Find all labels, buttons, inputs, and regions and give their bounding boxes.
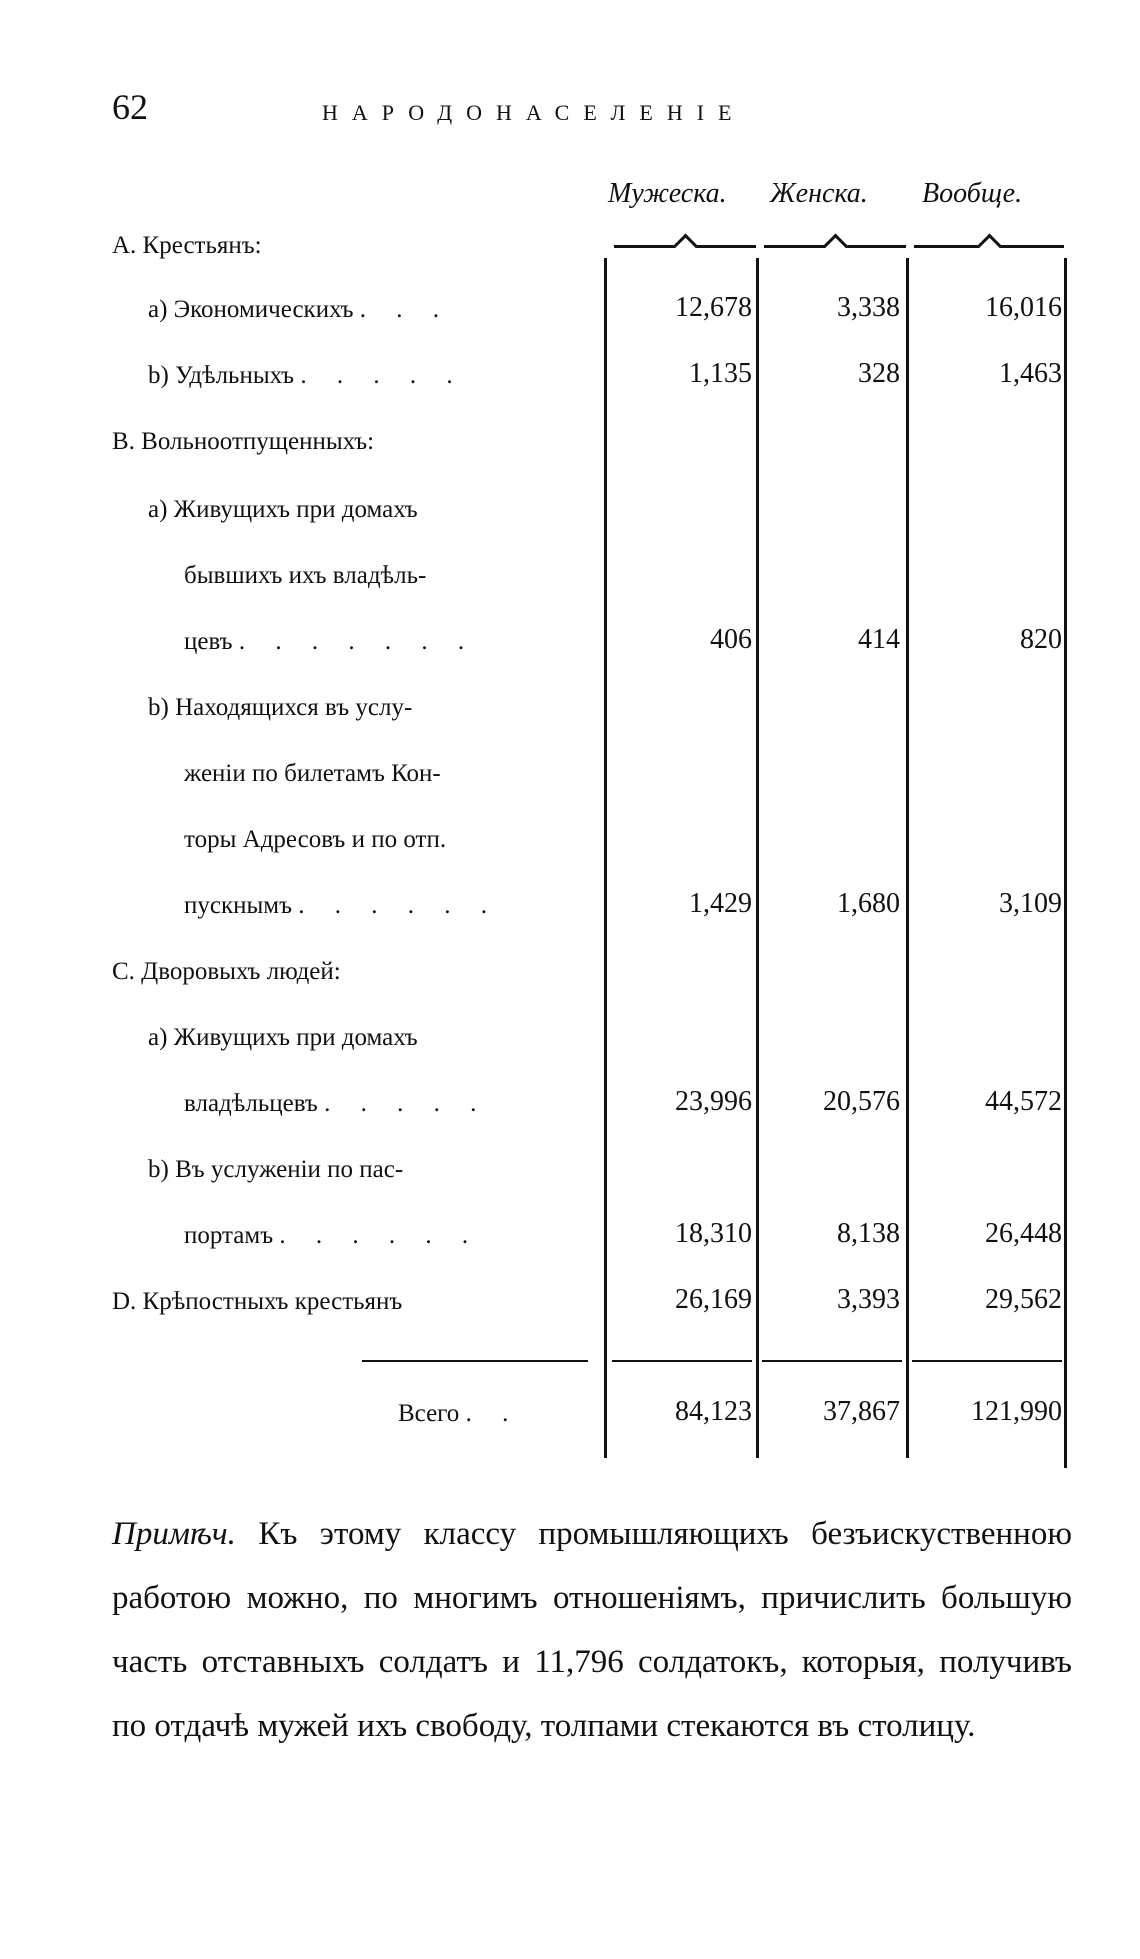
cell-value: 3,109 bbox=[999, 888, 1062, 919]
cell-value: 820 bbox=[1020, 624, 1062, 655]
cell-value: 3,393 bbox=[837, 1284, 900, 1315]
cell-value: 20,576 bbox=[823, 1086, 900, 1117]
column-rule bbox=[906, 258, 909, 1458]
row-label: b) Удѣльныхъ . . . . . bbox=[148, 362, 465, 389]
cell-value: 44,572 bbox=[985, 1086, 1062, 1117]
column-header-male: Мужеска. bbox=[608, 178, 727, 209]
section-a-label: А. Крестьянъ: bbox=[112, 232, 262, 259]
section-b-label: В. Вольноотпущенныхъ: bbox=[112, 428, 375, 455]
cell-value: 414 bbox=[858, 624, 900, 655]
cell-value: 18,310 bbox=[675, 1218, 752, 1249]
row-label: цевъ . . . . . . . bbox=[184, 628, 477, 655]
page-number: 62 bbox=[112, 87, 148, 127]
total-rule bbox=[762, 1360, 902, 1362]
cell-value: 12,678 bbox=[675, 292, 752, 323]
row-label: а) Живущихъ при домахъ bbox=[148, 1024, 418, 1051]
running-title: НАРОДОНАСЕЛЕНІЕ bbox=[322, 100, 746, 125]
cell-value: 1,429 bbox=[689, 888, 752, 919]
row-label: портамъ . . . . . . bbox=[184, 1222, 481, 1249]
total-value-female: 37,867 bbox=[823, 1396, 900, 1427]
cell-value: 8,138 bbox=[837, 1218, 900, 1249]
cell-value: 26,169 bbox=[675, 1284, 752, 1315]
footnote bbox=[112, 1502, 1072, 1758]
cell-value: 1,135 bbox=[689, 358, 752, 389]
cell-value: 328 bbox=[858, 358, 900, 389]
column-brace-total bbox=[914, 245, 1064, 262]
column-brace-female bbox=[764, 245, 906, 262]
total-rule bbox=[912, 1360, 1062, 1362]
section-d-label: D. Крѣпостныхъ крестьянъ bbox=[112, 1288, 403, 1315]
column-rule bbox=[1064, 258, 1067, 1468]
section-c-label: С. Дворовыхъ людей: bbox=[112, 958, 341, 985]
column-brace-male bbox=[614, 245, 756, 262]
cell-value: 1,680 bbox=[837, 888, 900, 919]
row-label: b) Находящихся въ услу- bbox=[148, 694, 413, 721]
cell-value: 16,016 bbox=[985, 292, 1062, 323]
row-label: торы Адресовъ и по отп. bbox=[184, 826, 447, 853]
row-label: бывшихъ ихъ владѣль- bbox=[184, 562, 427, 589]
cell-value: 23,996 bbox=[675, 1086, 752, 1117]
column-header-female: Женска. bbox=[770, 178, 868, 209]
row-label: а) Экономическихъ . . . bbox=[148, 296, 452, 323]
column-rule bbox=[604, 258, 607, 1458]
cell-value: 1,463 bbox=[999, 358, 1062, 389]
page-header bbox=[112, 86, 1072, 146]
row-label: пускнымъ . . . . . . bbox=[184, 892, 500, 919]
row-label: а) Живущихъ при домахъ bbox=[148, 496, 418, 523]
total-rule bbox=[612, 1360, 752, 1362]
cell-value: 26,448 bbox=[985, 1218, 1062, 1249]
total-rule bbox=[362, 1360, 588, 1362]
total-label: Всего . . bbox=[398, 1400, 521, 1427]
row-label: женіи по билетамъ Кон- bbox=[184, 760, 441, 787]
cell-value: 406 bbox=[710, 624, 752, 655]
footnote-text: Къ этому классу промышляющихъ безъискуственною работою можно, по многимъ отношеніямъ, причислить большую часть отставныхъ солдатъ и 11,796 солдатокъ, которыя, получивъ по отдачѣ мужей ихъ свободу, толпами стекаются въ столицу. bbox=[112, 1516, 1072, 1744]
column-header-total: Вообще. bbox=[922, 178, 1023, 209]
total-value-all: 121,990 bbox=[971, 1396, 1062, 1427]
cell-value: 3,338 bbox=[837, 292, 900, 323]
total-value-male: 84,123 bbox=[675, 1396, 752, 1427]
cell-value: 29,562 bbox=[985, 1284, 1062, 1315]
row-label: b) Въ услуженіи по пас- bbox=[148, 1156, 404, 1183]
footnote-lead: Примѣч. bbox=[112, 1516, 236, 1552]
column-rule bbox=[756, 258, 759, 1458]
row-label: владѣльцевъ . . . . . bbox=[184, 1090, 489, 1117]
